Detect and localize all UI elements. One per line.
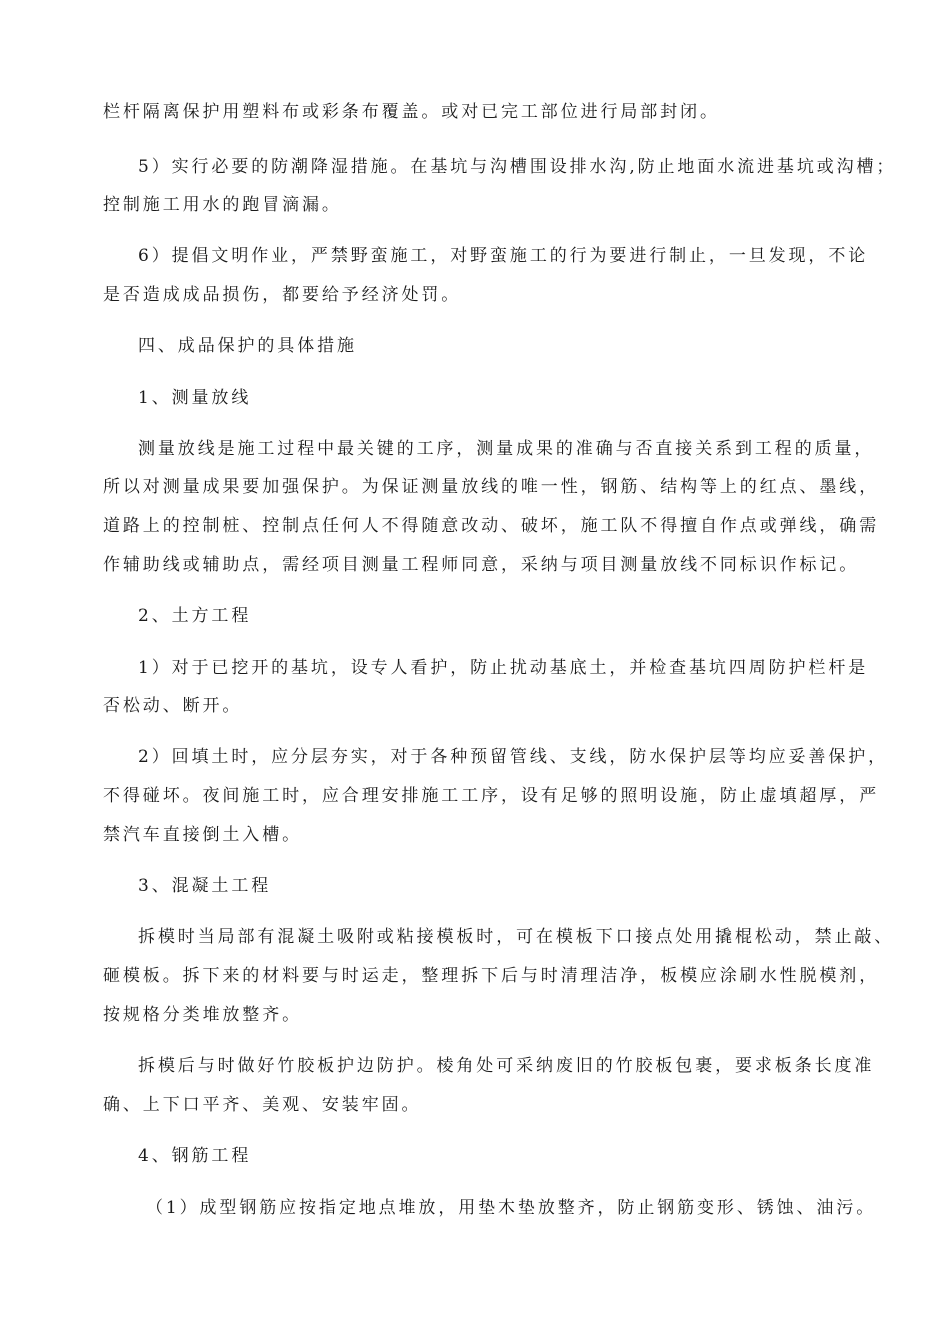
paragraph-line: 栏杆隔离保护用塑料布或彩条布覆盖。或对已完工部位进行局部封闭。 [103, 102, 720, 122]
paragraph-line: 砸模板。拆下来的材料要与时运走，整理拆下后与时清理洁净，板模应涂刷水性脱模剂， [103, 966, 880, 986]
paragraph-line: 测量放线是施工过程中最关键的工序，测量成果的准确与否直接关系到工程的质量， [138, 439, 875, 459]
paragraph-line: 确、上下口平齐、美观、安装牢固。 [103, 1095, 422, 1115]
section-heading: 四、成品保护的具体措施 [138, 336, 357, 356]
paragraph-line: 拆模后与时做好竹胶板护边防护。棱角处可采纳废旧的竹胶板包裹，要求板条长度准 [138, 1056, 875, 1076]
paragraph-line: 是否造成成品损伤，都要给予经济处罚。 [103, 285, 462, 305]
paragraph-line: 6）提倡文明作业，严禁野蛮施工，对野蛮施工的行为要进行制止，一旦发现，不论 [138, 246, 869, 266]
paragraph-line: 不得碰坏。夜间施工时，应合理安排施工工序，设有足够的照明设施，防止虚填超厚，严 [103, 786, 880, 806]
paragraph-line: （1）成型钢筋应按指定地点堆放，用垫木垫放整齐，防止钢筋变形、锈蚀、油污。 [146, 1198, 877, 1218]
subsection-heading: 1、测量放线 [138, 388, 252, 408]
paragraph-line: 所以对测量成果要加强保护。为保证测量放线的唯一性，钢筋、结构等上的红点、墨线， [103, 477, 880, 497]
paragraph-line: 道路上的控制桩、控制点任何人不得随意改动、破坏，施工队不得擅自作点或弹线，确需 [103, 516, 880, 536]
paragraph-line: 作辅助线或辅助点，需经项目测量工程师同意，采纳与项目测量放线不同标识作标记。 [103, 555, 860, 575]
subsection-heading: 3、混凝土工程 [138, 876, 272, 896]
paragraph-line: 1）对于已挖开的基坑，设专人看护，防止扰动基底土，并检查基坑四周防护栏杆是 [138, 658, 869, 678]
paragraph-line: 拆模时当局部有混凝土吸附或粘接模板时，可在模板下口接点处用撬棍松动，禁止敲、 [138, 927, 895, 947]
paragraph-line: 控制施工用水的跑冒滴漏。 [103, 195, 342, 215]
subsection-heading: 4、钢筋工程 [138, 1146, 252, 1166]
paragraph-line: 禁汽车直接倒土入槽。 [103, 825, 302, 845]
paragraph-line: 2）回填土时，应分层夯实，对于各种预留管线、支线，防水保护层等均应妥善保护， [138, 747, 889, 767]
paragraph-line: 5）实行必要的防潮降湿措施。在基坑与沟槽围设排水沟,防止地面水流进基坑或沟槽； [138, 157, 897, 177]
paragraph-line: 按规格分类堆放整齐。 [103, 1005, 302, 1025]
paragraph-line: 否松动、断开。 [103, 696, 243, 716]
subsection-heading: 2、土方工程 [138, 606, 252, 626]
